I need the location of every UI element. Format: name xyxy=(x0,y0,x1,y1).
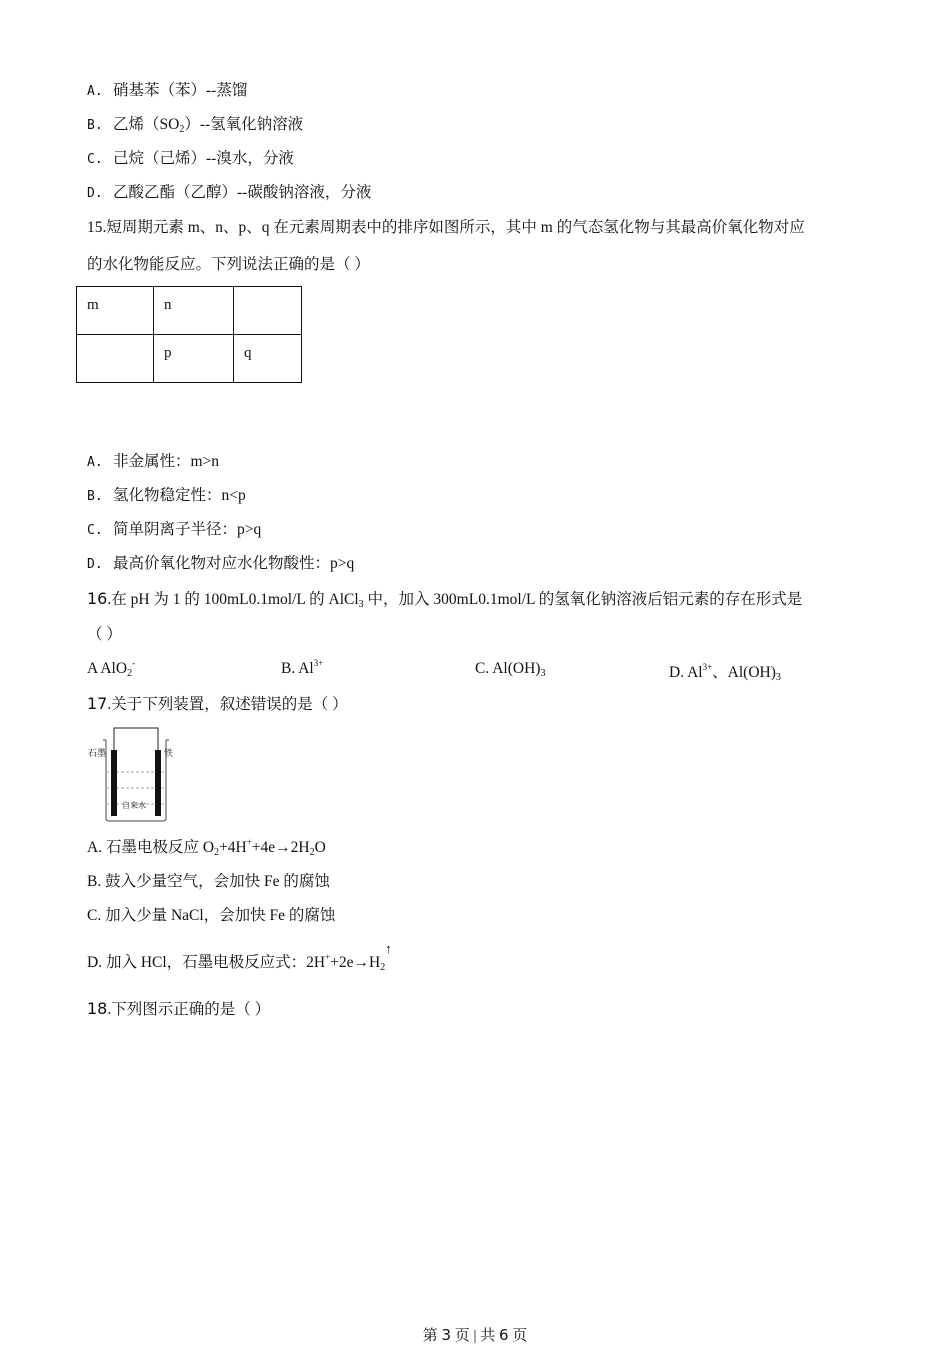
stem-text: .在 pH 为 1 的 100mL0.1mol/L 的 AlCl xyxy=(107,591,359,608)
option-text: 硝基苯（苯）--蒸馏 xyxy=(113,82,248,99)
q15-option-c xyxy=(87,520,261,541)
stem-text: .下列图示正确的是（ ） xyxy=(107,1001,271,1018)
subscript: 2 xyxy=(309,847,315,858)
subscript: 3 xyxy=(540,668,546,679)
option-letter: B. xyxy=(87,489,103,504)
option-text: +4e→2H xyxy=(251,839,310,856)
table-cell: m xyxy=(77,287,154,335)
q15-option-d xyxy=(87,554,354,575)
footer-text: 页 | 共 xyxy=(450,1328,499,1344)
option-text: ）--氢氧化钠溶液 xyxy=(184,116,304,133)
q14-option-b xyxy=(87,115,303,140)
q17-option-b: B. 鼓入少量空气，会加快 Fe 的腐蚀 xyxy=(87,873,330,890)
option-text: +2e→H xyxy=(330,954,381,971)
superscript: + xyxy=(325,952,331,962)
q17-option-c: C. 加入少量 NaCl，会加快 Fe 的腐蚀 xyxy=(87,907,336,924)
q15-option-b xyxy=(87,486,246,507)
page-footer xyxy=(0,1324,950,1345)
option-text: 己烷（己烯）--溴水，分液 xyxy=(113,150,294,167)
stem-text: 中，加入 300mL0.1mol/L 的氢氧化钠溶液后铝元素的存在形式是 xyxy=(363,591,803,608)
question-number: 17 xyxy=(87,694,108,713)
option-letter: D. xyxy=(87,557,103,572)
superscript: 3+ xyxy=(313,658,324,668)
option-text: A AlO xyxy=(87,660,128,677)
subscript: 3 xyxy=(775,672,781,683)
q16-option-a xyxy=(87,660,135,679)
superscript: 3+ xyxy=(702,662,713,672)
option-text: 非金属性：m>n xyxy=(113,453,220,470)
footer-text: 第 xyxy=(422,1328,442,1344)
option-letter: C. xyxy=(87,523,103,538)
option-text: +4H xyxy=(219,839,247,856)
option-letter: B. xyxy=(87,118,103,133)
q16-option-c xyxy=(475,660,545,679)
option-text: 简单阴离子半径：p>q xyxy=(113,521,262,538)
q18-stem xyxy=(87,999,270,1020)
graphite-label: 石墨 xyxy=(88,749,107,759)
q17-option-a xyxy=(87,838,326,863)
option-text: D. 加入 HCl，石墨电极反应式：2H xyxy=(87,954,326,971)
option-text: 乙酸乙酯（乙醇）--碳酸钠溶液，分液 xyxy=(113,184,372,201)
footer-text: 页 xyxy=(508,1328,528,1344)
q14-option-c xyxy=(87,149,294,170)
table-row xyxy=(77,335,302,383)
table-cell xyxy=(77,335,154,383)
subscript: 3 xyxy=(358,599,364,610)
option-letter: D. xyxy=(87,186,103,201)
option-text: C. Al(OH) xyxy=(475,660,541,677)
q17-option-d xyxy=(87,941,392,978)
subscript: 2 xyxy=(380,962,386,973)
iron-label: 铁 xyxy=(164,749,174,759)
q16-option-b xyxy=(281,660,323,678)
table-cell: q xyxy=(234,335,302,383)
superscript: - xyxy=(132,658,136,668)
q15-option-a xyxy=(87,452,219,473)
option-text: 、Al(OH) xyxy=(712,664,776,681)
option-letter: A. xyxy=(87,84,103,99)
option-text: O xyxy=(314,839,326,856)
q16-stem-line1 xyxy=(87,589,802,615)
table-cell: p xyxy=(154,335,234,383)
table-row xyxy=(77,287,302,335)
gas-arrow: ↑ xyxy=(385,941,392,956)
tap-water-label: 自来水 xyxy=(122,801,146,810)
periodic-table-fragment xyxy=(76,286,302,383)
option-letter: C. xyxy=(87,152,103,167)
graphite-electrode xyxy=(111,750,117,816)
subscript: 2 xyxy=(214,847,220,858)
total-pages-number: 6 xyxy=(499,1326,509,1344)
iron-electrode xyxy=(155,750,161,816)
question-number: 18 xyxy=(87,999,108,1018)
question-number: 16 xyxy=(87,589,108,608)
subscript: 2 xyxy=(127,668,133,679)
electrochemical-cell-figure xyxy=(86,724,178,824)
q15-stem-line2: 的水化物能反应。下列说法正确的是（ ） xyxy=(87,256,370,273)
option-text: B. Al xyxy=(281,660,314,677)
subscript: 2 xyxy=(179,124,185,135)
option-text: 氢化物稳定性：n<p xyxy=(113,487,246,504)
stem-text: .关于下列装置，叙述错误的是（ ） xyxy=(107,696,348,713)
superscript: + xyxy=(246,837,252,847)
option-text: 乙烯（SO xyxy=(113,116,180,133)
q15-stem-line1: 15.短周期元素 m、n、p、q 在元素周期表中的排序如图所示，其中 m 的气态氢化物与其最高价氧化物对应 xyxy=(87,219,805,236)
q14-option-a xyxy=(87,81,247,102)
option-text: D. Al xyxy=(669,664,703,681)
table-cell xyxy=(234,287,302,335)
q14-option-d xyxy=(87,183,371,204)
current-page-number: 3 xyxy=(441,1326,451,1344)
q16-stem-line2: （ ） xyxy=(87,626,122,643)
option-text: 最高价氧化物对应水化物酸性：p>q xyxy=(113,555,355,572)
q16-option-d xyxy=(669,660,781,683)
wire xyxy=(114,728,158,752)
table-cell: n xyxy=(154,287,234,335)
option-text: A. 石墨电极反应 O xyxy=(87,839,215,856)
q17-stem xyxy=(87,694,348,715)
option-letter: A. xyxy=(87,455,103,470)
